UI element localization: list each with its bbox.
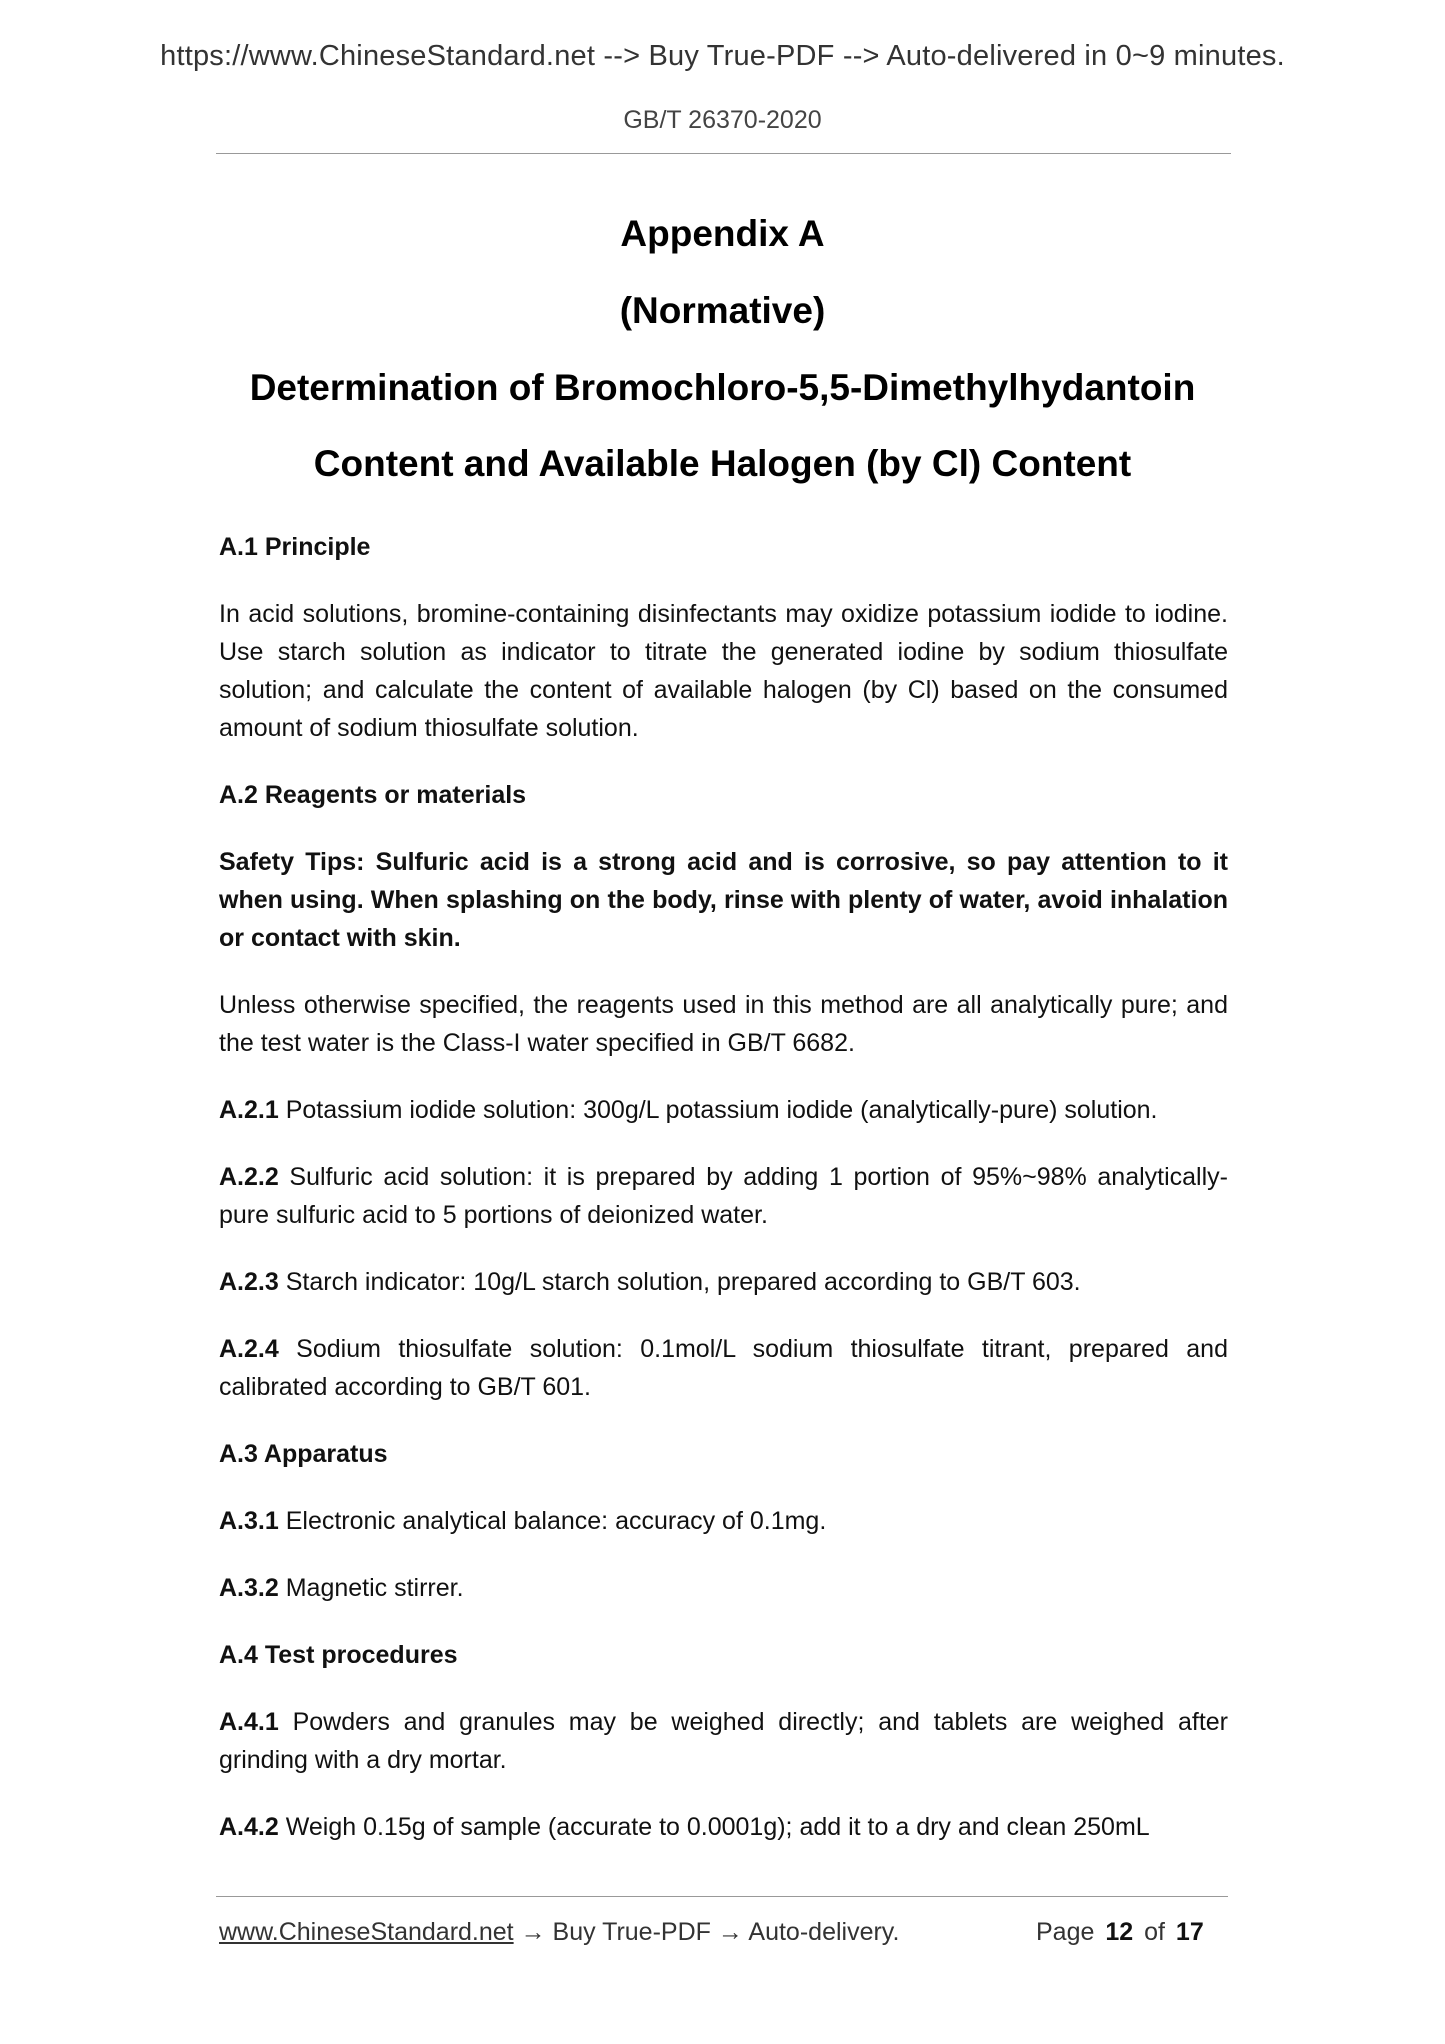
clause-number: A.2.2: [219, 1163, 279, 1191]
appendix-subject-line-1: Determination of Bromochloro-5,5-Dimethylhydantoin: [249, 367, 1196, 408]
clause-number: A.3.2: [219, 1574, 279, 1602]
appendix-type: (Normative): [619, 290, 826, 331]
page-current: 12: [1105, 1918, 1134, 1946]
section-heading-a4: A.4 Test procedures: [219, 1641, 458, 1669]
clause-text: Sodium thiosulfate solution: 0.1mol/L sodium thiosulfate titrant, prepared and calibrated according to GB/T 601.: [219, 1335, 1228, 1401]
clause-a41: [219, 1703, 1228, 1779]
clause-number: A.4.1: [219, 1708, 279, 1736]
clause-text: Magnetic stirrer.: [285, 1574, 464, 1602]
clause-a32: [219, 1569, 1228, 1607]
clause-a21: [219, 1091, 1228, 1129]
appendix-title: Appendix A: [620, 213, 825, 254]
clause-number: A.4.2: [219, 1813, 279, 1841]
clause-a31: [219, 1502, 1228, 1540]
page-label: Page: [1036, 1918, 1095, 1946]
clause-number: A.2.1: [219, 1096, 279, 1124]
principle-paragraph: In acid solutions, bromine-containing disinfectants may oxidize potassium iodide to iodine. Use starch solution as indicator to titrate the generated iodine by sodium thiosulfate solution; and calculate the content of available halogen (by Cl) based on the consumed amount of sodium thiosulfate solution.: [219, 600, 1228, 742]
clause-text: Weigh 0.15g of sample (accurate to 0.0001g); add it to a dry and clean 250mL: [285, 1813, 1150, 1841]
header-divider: [216, 153, 1231, 154]
appendix-subject-line-2: Content and Available Halogen (by Cl) Content: [313, 443, 1132, 484]
page-total: 17: [1175, 1918, 1204, 1946]
clause-text: Potassium iodide solution: 300g/L potassium iodide (analytically-pure) solution.: [285, 1096, 1158, 1124]
safety-tips-paragraph: Safety Tips: Sulfuric acid is a strong acid and is corrosive, so pay attention to it when using. When splashing on the body, rinse with plenty of water, avoid inhalation or contact with skin.: [219, 848, 1228, 952]
section-heading-a2: A.2 Reagents or materials: [219, 781, 527, 809]
clause-a24: [219, 1330, 1228, 1406]
section-heading-a1: A.1 Principle: [219, 533, 371, 561]
clause-a42: [219, 1808, 1228, 1846]
reagents-intro-paragraph: Unless otherwise specified, the reagents used in this method are all analytically pure; and the test water is the Class-I water specified in GB/T 6682.: [219, 991, 1228, 1057]
page-indicator: [1036, 1918, 1204, 1947]
source-url-banner: https://www.ChineseStandard.net --> Buy True-PDF --> Auto-delivered in 0~9 minutes.: [160, 40, 1285, 72]
footer-divider: [216, 1896, 1228, 1897]
standard-code: GB/T 26370-2020: [623, 106, 822, 134]
clause-text: Sulfuric acid solution: it is prepared by adding 1 portion of 95%~98% analytically-pure sulfuric acid to 5 portions of deionized water.: [219, 1163, 1228, 1229]
clause-number: A.3.1: [219, 1507, 279, 1535]
clause-number: A.2.4: [219, 1335, 279, 1363]
document-body: [219, 528, 1228, 1846]
footer-tagline: → Buy True-PDF → Auto-delivery.: [520, 1918, 900, 1946]
clause-number: A.2.3: [219, 1268, 279, 1296]
clause-text: Electronic analytical balance: accuracy of 0.1mg.: [285, 1507, 827, 1535]
footer-promo: [219, 1918, 899, 1947]
clause-text: Starch indicator: 10g/L starch solution, prepared according to GB/T 603.: [285, 1268, 1081, 1296]
site-link[interactable]: www.ChineseStandard.net: [219, 1918, 514, 1946]
clause-a22: [219, 1158, 1228, 1234]
clause-a23: [219, 1263, 1228, 1301]
clause-text: Powders and granules may be weighed directly; and tablets are weighed after grinding with a dry mortar.: [219, 1708, 1229, 1774]
page-of-label: of: [1144, 1918, 1165, 1946]
section-heading-a3: A.3 Apparatus: [219, 1440, 388, 1468]
